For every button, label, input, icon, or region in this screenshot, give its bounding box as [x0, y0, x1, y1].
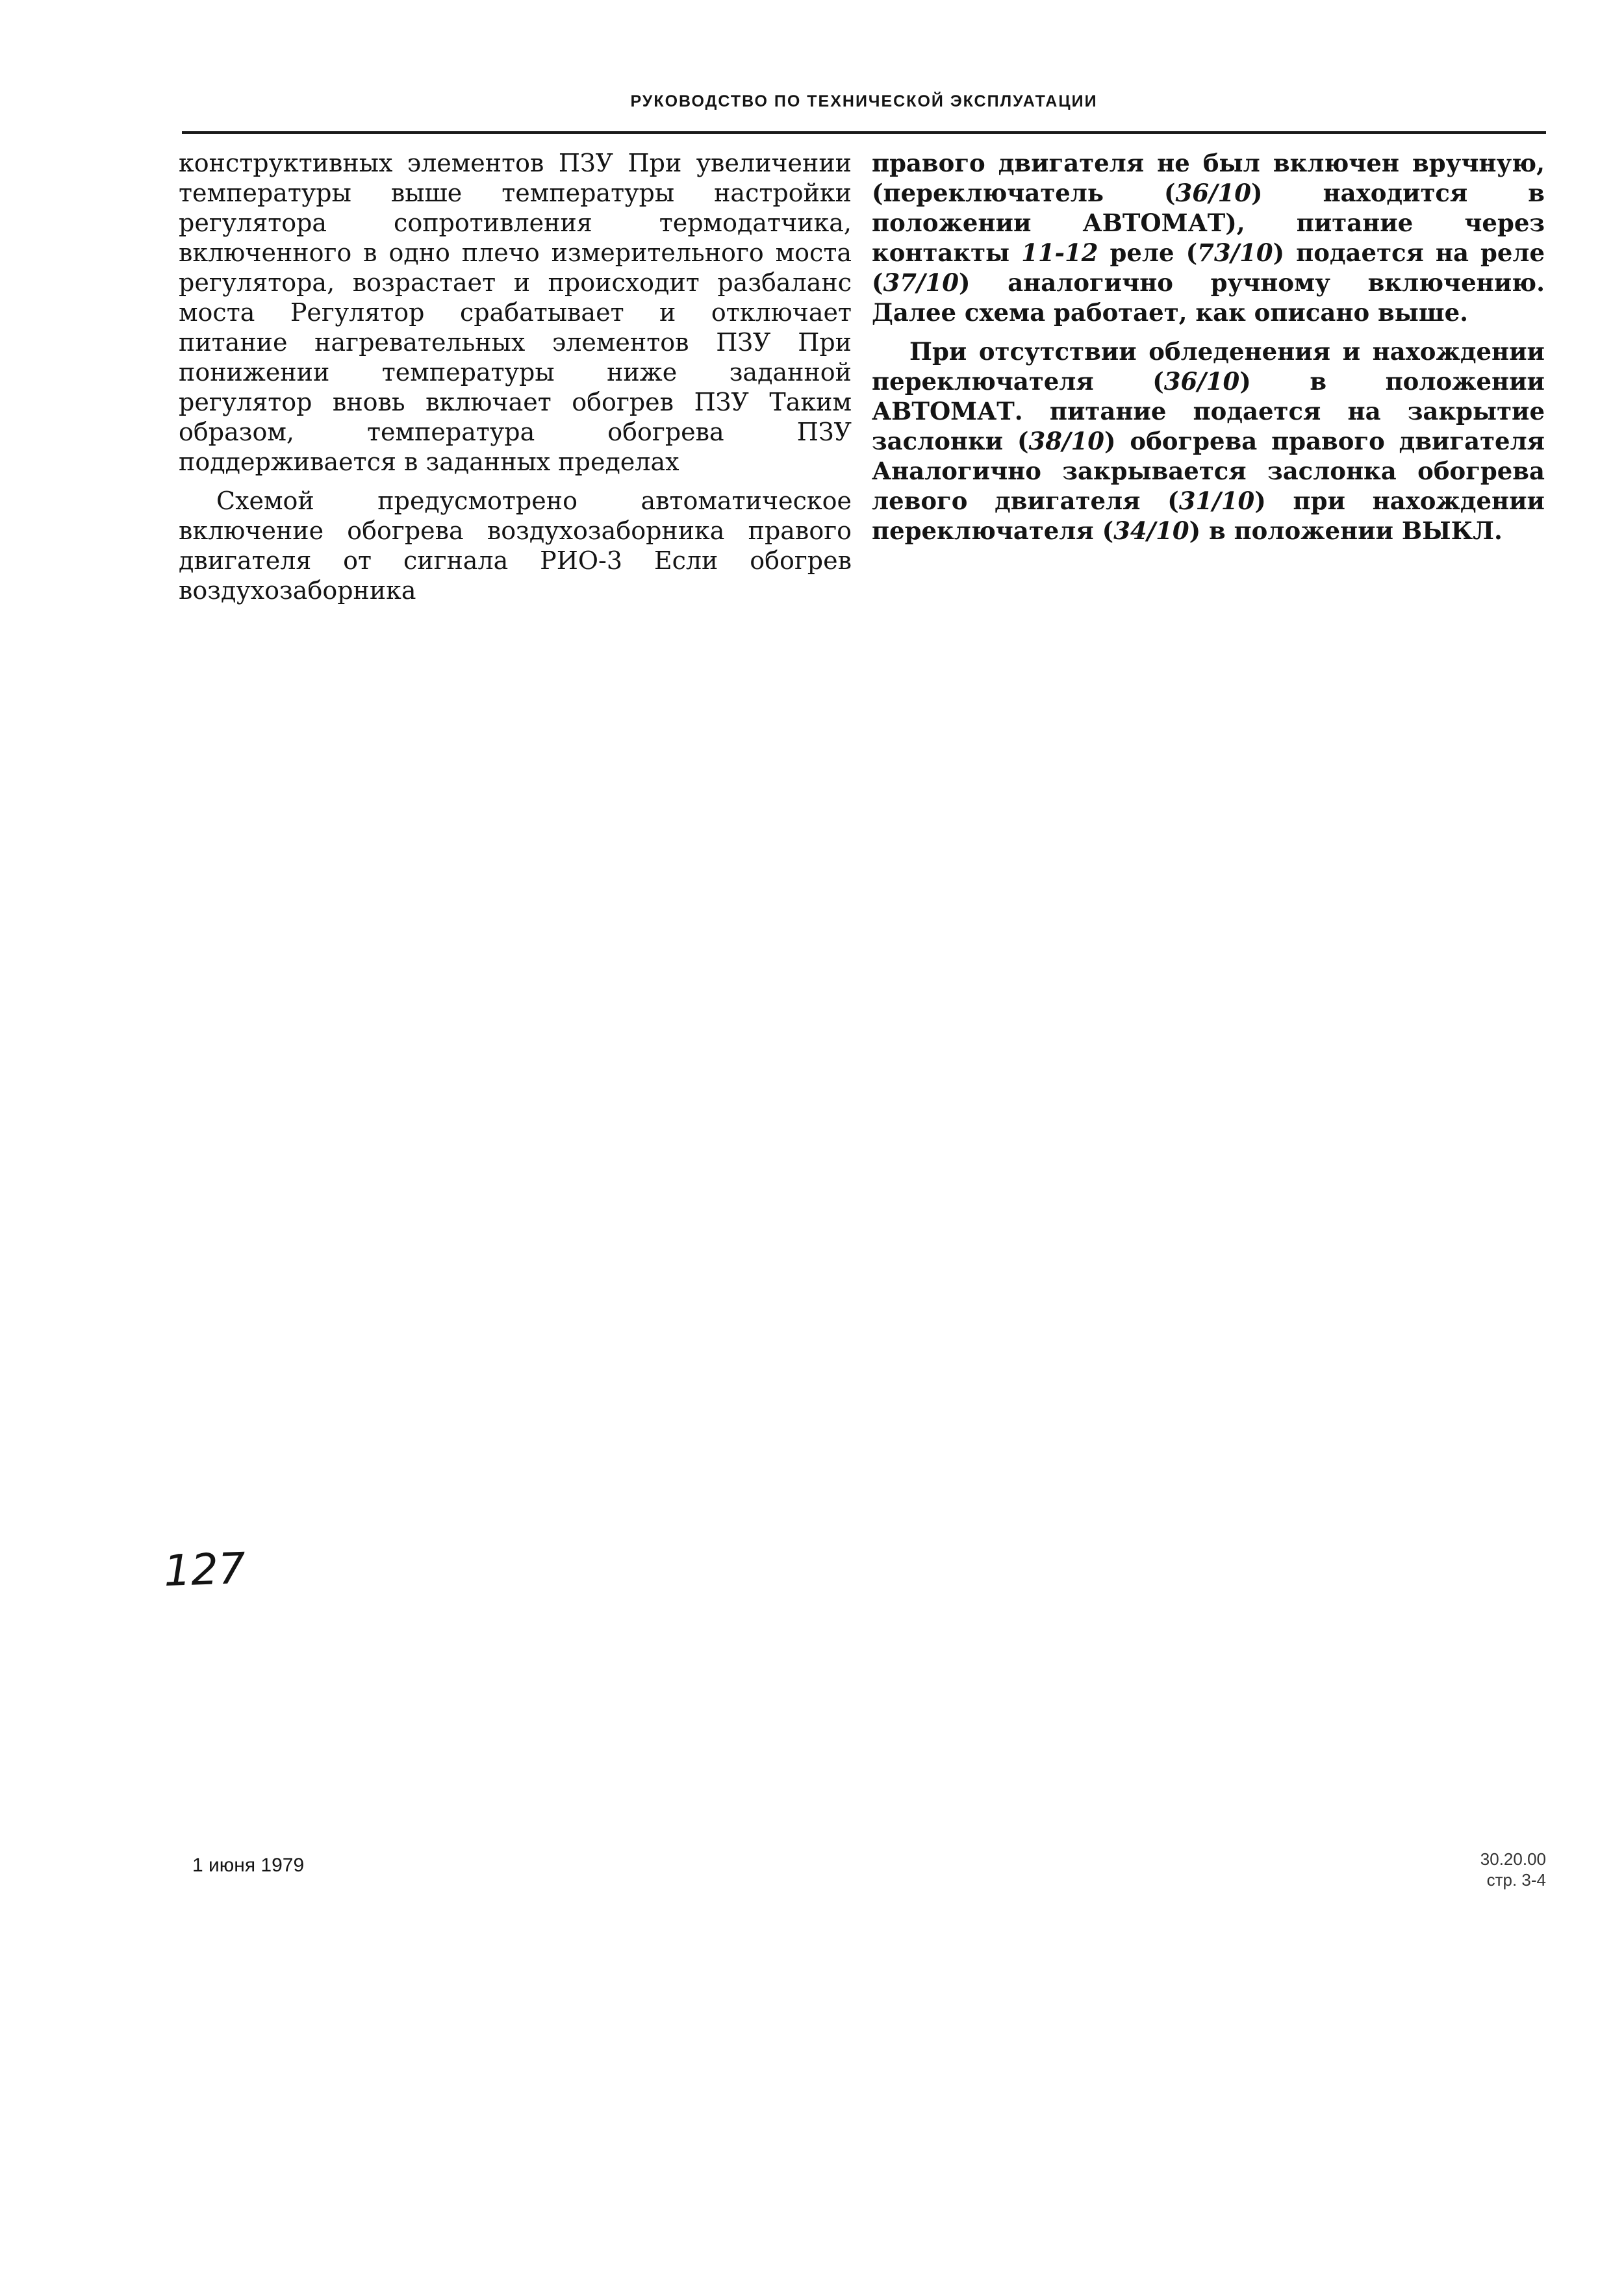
- diagram-ref: 38/10: [1028, 427, 1105, 455]
- paragraph-auto-heating: Схемой предусмотрено автоматическое включение обогрева воздухозаборника правого двигателя от сигнала РИО-3 Если обогрев воздухозаборника: [179, 487, 852, 605]
- diagram-ref: 31/10: [1178, 487, 1255, 515]
- text-segment: реле (: [1098, 238, 1198, 267]
- text-segment: ) подается на реле (: [872, 238, 1545, 297]
- page-number: стр. 3-4: [1486, 1870, 1546, 1890]
- handwritten-page-number: 127: [162, 1543, 247, 1597]
- text-column-left: [179, 148, 852, 605]
- section-number: 30.20.00: [1480, 1849, 1546, 1869]
- text-segment: ) в положении АВТОМАТ. питание подается на закрытие заслонки (: [872, 367, 1545, 455]
- paragraph-ptu-temperature: конструктивных элементов ПЗУ При увеличении температуры выше температуры настройки регулятора сопротивления термодатчика, включенного в одно плечо измерительного моста регулятора, возрастает и происходит разбаланс моста Регулятор срабатывает и отключает питание нагревательных элементов ПЗУ При понижении температуры ниже заданной регулятор вновь включает обогрев ПЗУ Таким образом, температура обогрева ПЗУ поддерживается в заданных пределах: [179, 149, 852, 476]
- diagram-ref: 36/10: [1163, 367, 1240, 396]
- footer-date: 1 июня 1979: [192, 1855, 305, 1876]
- text-segment: При отсутствии обледенения и нахождении переключателя (: [872, 337, 1545, 396]
- diagram-ref: 73/10: [1197, 238, 1273, 267]
- text-segment: ) при нахождении переключателя (: [872, 487, 1545, 545]
- text-segment: ) находится в положении АВТОМАТ), питание через контакты: [872, 179, 1545, 267]
- footer-reference: [1480, 1849, 1546, 1890]
- diagram-ref: 36/10: [1175, 179, 1252, 207]
- diagram-ref: 37/10: [883, 268, 959, 297]
- contact-ref: 11-12: [1021, 238, 1098, 267]
- running-title: РУКОВОДСТВО ПО ТЕХНИЧЕСКОЙ ЭКСПЛУАТАЦИИ: [630, 92, 1098, 110]
- text-segment: ) в положении ВЫКЛ.: [1189, 516, 1503, 545]
- paragraph-auto-mode: [872, 148, 1545, 327]
- text-segment: правого двигателя не был включен вручную, (переключатель (: [872, 149, 1545, 207]
- paragraph-no-icing: [872, 336, 1545, 546]
- text-segment: ) обогрева правого двигателя Аналогично закрывается заслонка обогрева левого двигателя (: [872, 427, 1545, 515]
- text-column-right: [872, 148, 1545, 546]
- text-segment: ) аналогично ручному включению. Далее схема работает, как описано выше.: [872, 268, 1545, 327]
- header-rule: [182, 131, 1546, 134]
- diagram-ref: 34/10: [1113, 516, 1189, 545]
